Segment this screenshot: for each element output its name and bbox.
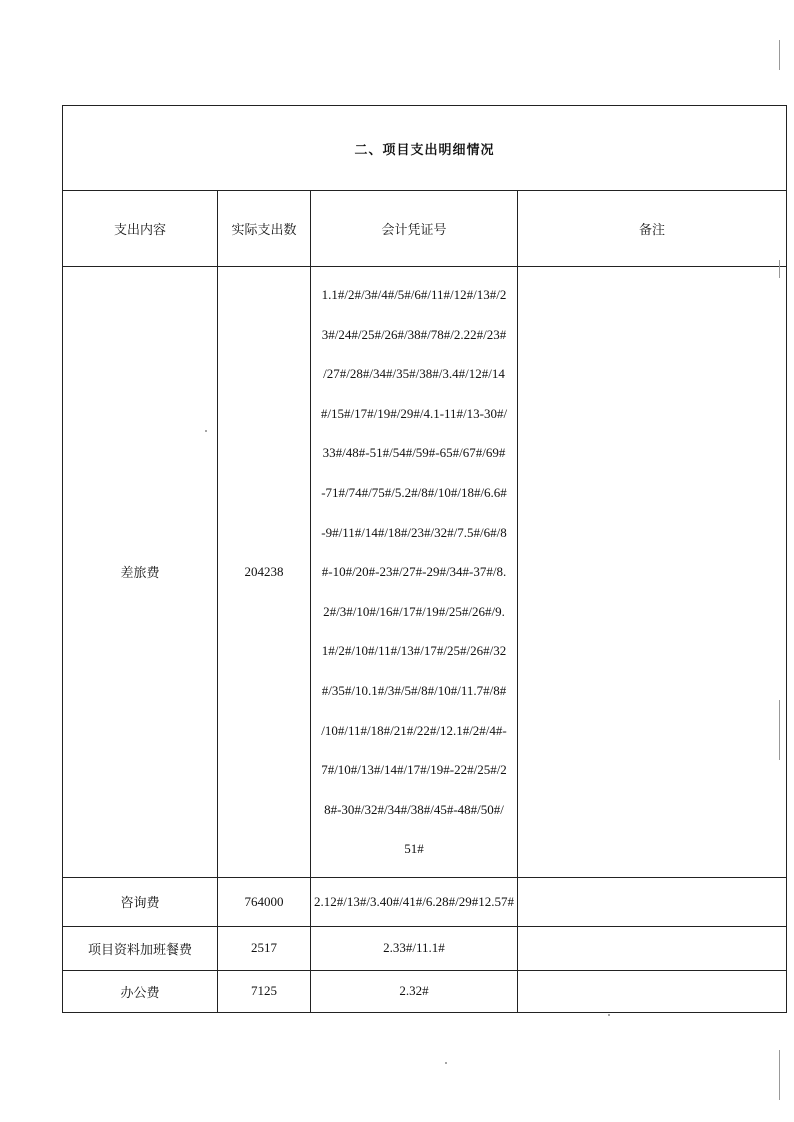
row-voucher: 2.32#	[311, 970, 518, 1012]
row-remark	[518, 877, 787, 926]
voucher-line: /27#/28#/34#/35#/38#/3.4#/12#/14	[323, 366, 505, 382]
row-amount: 2517	[218, 926, 311, 970]
table-title: 二、项目支出明细情况	[63, 106, 787, 191]
row-amount: 7125	[218, 970, 311, 1012]
expense-detail-table	[62, 105, 787, 1013]
voucher-line: #/35#/10.1#/3#/5#/8#/10#/11.7#/8#	[321, 682, 507, 698]
row-voucher: 2.12#/13#/3.40#/41#/6.28#/29#12.57#	[311, 877, 518, 926]
row-amount: 764000	[218, 877, 311, 926]
voucher-lines	[311, 267, 517, 877]
row-content: 项目资料加班餐费	[63, 926, 218, 970]
header-actual-amount: 实际支出数	[218, 191, 311, 267]
table-row	[63, 926, 787, 970]
scan-speck	[608, 1014, 610, 1016]
row-content: 咨询费	[63, 877, 218, 926]
voucher-line: 2#/3#/10#/16#/17#/19#/25#/26#/9.	[323, 603, 505, 619]
voucher-line: 1.1#/2#/3#/4#/5#/6#/11#/12#/13#/2	[321, 287, 507, 302]
row-voucher	[311, 267, 518, 878]
voucher-line: 1#/2#/10#/11#/13#/17#/25#/26#/32	[321, 643, 507, 659]
voucher-line: 7#/10#/13#/14#/17#/19#-22#/25#/2	[321, 762, 507, 778]
voucher-line: -71#/74#/75#/5.2#/8#/10#/18#/6.6#	[321, 484, 507, 500]
table-row	[63, 877, 787, 926]
scan-artifact	[779, 1050, 780, 1100]
scan-speck	[445, 1062, 447, 1064]
row-remark	[518, 970, 787, 1012]
voucher-line: /10#/11#/18#/21#/22#/12.1#/2#/4#-	[321, 722, 507, 738]
row-remark	[518, 926, 787, 970]
scan-speck	[205, 430, 207, 432]
scan-artifact	[779, 700, 780, 760]
row-content: 差旅费	[63, 267, 218, 878]
scan-edge-marks	[774, 0, 794, 1122]
row-amount: 204238	[218, 267, 311, 878]
scan-artifact	[779, 40, 780, 70]
header-remark: 备注	[518, 191, 787, 267]
header-voucher: 会计凭证号	[311, 191, 518, 267]
voucher-line: 51#	[404, 841, 424, 857]
voucher-line: -9#/11#/14#/18#/23#/32#/7.5#/6#/8	[321, 524, 507, 540]
table-row	[63, 267, 787, 878]
row-remark	[518, 267, 787, 878]
voucher-line: 3#/24#/25#/26#/38#/78#/2.22#/23#	[321, 326, 507, 342]
voucher-line: #-10#/20#-23#/27#-29#/34#-37#/8.	[321, 564, 507, 580]
row-voucher: 2.33#/11.1#	[311, 926, 518, 970]
voucher-line: 8#-30#/32#/34#/38#/45#-48#/50#/	[324, 801, 504, 817]
scan-artifact	[779, 260, 780, 278]
voucher-line: #/15#/17#/19#/29#/4.1-11#/13-30#/	[320, 405, 508, 421]
voucher-line: 33#/48#-51#/54#/59#-65#/67#/69#	[322, 445, 506, 461]
table-row	[63, 970, 787, 1012]
header-content: 支出内容	[63, 191, 218, 267]
row-content: 办公费	[63, 970, 218, 1012]
table-header-row	[63, 191, 787, 267]
